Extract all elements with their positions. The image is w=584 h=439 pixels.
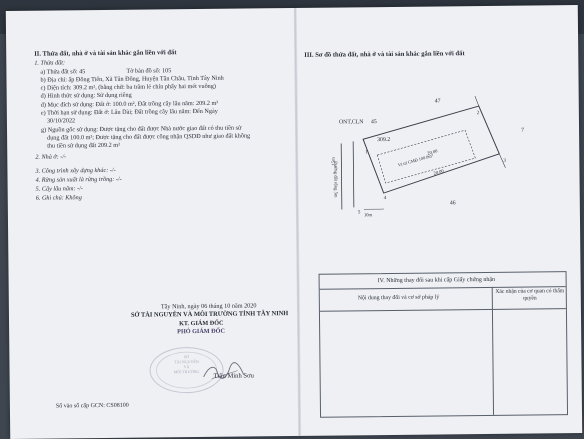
parcel-area-label: 309.2: [377, 137, 390, 145]
corner-label: 1: [365, 149, 368, 157]
dimension-top-right: 20.00: [426, 147, 438, 157]
section2-title: II. Thửa đất, nhà ở và tài sản khác gắn liền với đất: [34, 49, 176, 58]
notes: 6. Ghi chú: Không: [36, 194, 82, 202]
road-edge: [341, 144, 342, 210]
neighbor-parcel-top: 47: [435, 98, 441, 106]
section4-title: IV. Những thay đổi sau khi cấp Giấy chứng nhận: [378, 277, 495, 284]
stamp-line: MÔI TRƯỜNG: [151, 369, 223, 375]
dimension-bottom: 10m: [364, 211, 372, 219]
place-date: Tây Ninh, ngày 06 tháng 10 năm 2020: [161, 302, 257, 311]
house: 2. Nhà ở: -/-: [35, 153, 66, 161]
dimension-left: 15m: [330, 157, 338, 165]
corner-label: 2: [477, 110, 480, 118]
parcel-code: ONT,CLN: [339, 119, 364, 127]
certificate-page: [6, 5, 582, 439]
area: c) Diện tích: 309.2 m², (bằng chữ: ba trăm lẻ chín phẩy hai mét vuông): [41, 83, 216, 92]
usage-origin-line3: thu tiền sử dụng đất 209.2 m²: [47, 142, 120, 150]
perennial-trees: 5. Cây lâu năm: -/-: [36, 185, 83, 193]
section3-title: III. Sơ đồ thửa đất, nhà ở và tài sản khác gắn liền với đất: [304, 50, 464, 59]
stamp-line: VÀ: [150, 364, 222, 370]
road-label: Đường đất rộng 5m: [332, 161, 340, 197]
stamp-line: SỞ: [150, 354, 222, 360]
dimension-mid: 20.00: [433, 167, 445, 177]
corner-label: 4: [384, 195, 387, 203]
page-fold: [294, 8, 301, 436]
neighbor-parcel-right: 7: [521, 128, 524, 136]
signer-name: Trần Minh Sơu: [214, 372, 254, 380]
corner-label: 3: [503, 158, 506, 166]
kt-label: KT. GIÁM ĐỐC: [179, 320, 223, 328]
land-heading: 1. Thửa đất:: [34, 59, 65, 67]
road-edge: [353, 141, 354, 207]
parcel-number: a) Thửa đất số: 45: [40, 68, 85, 76]
registry-number: Số vào sổ cấp GCN: CS08100: [56, 403, 129, 411]
issuing-authority: SỞ TÀI NGUYÊN VÀ MÔI TRƯỜNG TỈNH TÂY NINH: [131, 310, 288, 319]
usage-duration-date: 30/10/2022: [47, 117, 75, 125]
deputy-director-label: PHÓ GIÁM ĐỐC: [177, 328, 225, 336]
stamp-line: TÀI NGUYÊN: [150, 359, 222, 365]
usage-purpose: d) Mục đích sử dụng: Đất ở: 100.0 m², Đất trồng cây lâu năm: 209.2 m²: [41, 100, 218, 109]
usage-origin: g) Nguồn gốc sử dụng: Được tặng cho đất được Nhà nước giao đất có thu tiền sử: [41, 125, 241, 135]
parcel-number-label: 45: [371, 119, 377, 127]
usage-origin-line2: dụng đất 100.0 m²; Được tặng cho đất được công nhận QSDĐ như giao đất không: [47, 132, 250, 142]
other-construction: 3. Công trình xây dựng khác: -/-: [35, 167, 115, 175]
neighbor-parcel-bottom: 46: [450, 200, 456, 208]
column-authority-confirmation: Xác nhận của cơ quan có thẩm quyền: [494, 288, 566, 303]
residential-area-label: Vị trí CMĐ 100.0m²: [397, 152, 434, 169]
address: b) Địa chỉ: ấp Đông Tiến, Xã Tân Đông, Huyện Tân Châu, Tỉnh Tây Ninh: [40, 75, 223, 85]
changes-table: [319, 271, 568, 418]
corner-label: 5: [358, 209, 361, 217]
usage-form: d) Hình thức sử dụng: Sử dụng riêng: [41, 92, 132, 101]
column-change-content: Nội dung thay đổi và cơ sở pháp lý: [358, 294, 440, 301]
map-sheet-number: Tờ bản đồ số: 105: [126, 67, 171, 75]
production-forest: 4. Rừng sản xuất là rừng trồng: -/-: [36, 176, 122, 184]
extension-line: [473, 95, 479, 106]
usage-duration: e) Thời hạn sử dụng: Đất ở: Lâu Dài; Đất trồng cây lâu năm: Đến Ngày: [41, 108, 218, 117]
parcel-diagram: [325, 95, 536, 227]
